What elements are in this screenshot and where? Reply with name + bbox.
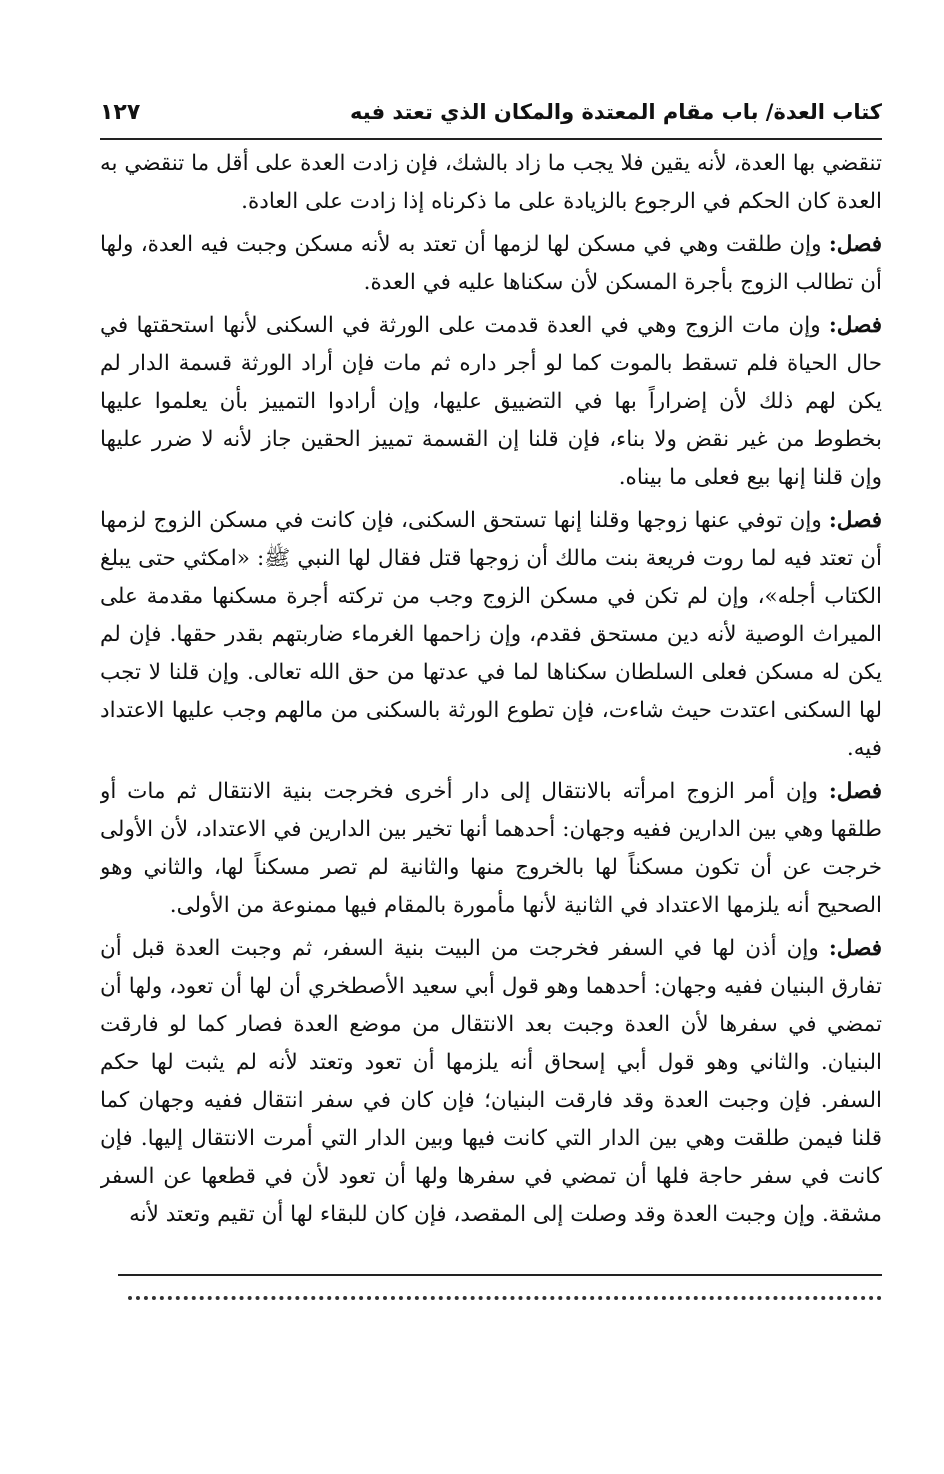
footnote-dotted-line — [128, 1296, 882, 1320]
section-label: فصل: — [828, 313, 882, 338]
footnote-divider — [118, 1274, 882, 1276]
paragraph-text: تنقضي بها العدة، لأنه يقين فلا يجب ما زاد بالشك، فإن زادت العدة على أقل ما تنقضي به العدة كان الحكم في الرجوع بالزيادة على ما ذكرناه إذا زادت على العادة. — [100, 151, 882, 214]
paragraph-text: وإن أمر الزوج امرأته بالانتقال إلى دار أخرى فخرجت بنية الانتقال ثم مات أو طلقها وهي بين الدارين ففيه وجهان: أحدهما أنها تخير بين الدارين في الاعتداد، لأن الأولى خرجت عن أن تكون مسكناً لها بالخروج منها والثانية لم تصر مسكناً لها، والثاني وهو الصحيح أنه يلزمها الاعتداد في الثانية لأنها مأمورة بالمقام فيها ممنوعة من الأولى. — [100, 779, 882, 918]
paragraph — [100, 930, 882, 1234]
paragraph-text: وإن مات الزوج وهي في العدة قدمت على الورثة في السكنى لأنها استحقتها في حال الحياة فلم تسقط بالموت كما لو أجر داره ثم مات فإن أراد الورثة قسمة الدار لم يكن لهم ذلك لأن إضراراً بها في التضييق عليها، وإن أرادوا التمييز بأن يعلموا عليها بخطوط من غير نقض ولا بناء، فإن قلنا إن القسمة تمييز الحقين جاز لأنه لا ضرر عليها وإن قلنا إنها بيع فعلى ما بيناه. — [100, 313, 882, 490]
running-title: كتاب العدة/ باب مقام المعتدة والمكان الذي تعتد فيه — [350, 100, 882, 124]
main-text — [100, 145, 882, 1260]
paragraph — [100, 307, 882, 497]
page-header — [100, 92, 882, 132]
section-label: فصل: — [828, 508, 882, 533]
header-divider — [100, 138, 882, 140]
paragraph — [100, 773, 882, 925]
paragraph-text: وإن أذن لها في السفر فخرجت من البيت بنية السفر، ثم وجبت العدة قبل أن تفارق البنيان ففيه وجهان: أحدهما وهو قول أبي سعيد الأصطخري أن لها أن تعود، ولها أن تمضي في سفرها لأن العدة وجبت بعد الانتقال من موضع العدة فصار كما لو فارقت البنيان. والثاني وهو قول أبي إسحاق أنه يلزمها أن تعود وتعتد لأنه لم يثبت لها حكم السفر. فإن وجبت العدة وقد فارقت البنيان؛ فإن كان في سفر انتقال ففيه وجهان كما قلنا فيمن طلقت وهي بين الدار التي كانت فيها وبين الدار التي أمرت الانتقال إليها. فإن كانت في سفر حاجة فلها أن تمضي في سفرها ولها أن تعود لأن في قطعها عن السفر مشقة. وإن وجبت العدة وقد وصلت إلى المقصد، فإن كان للبقاء لها أن تقيم وتعتد لأنه — [100, 936, 882, 1227]
section-label: فصل: — [828, 936, 882, 961]
section-label: فصل: — [828, 779, 882, 804]
paragraph-text: وإن توفي عنها زوجها وقلنا إنها تستحق السكنى، فإن كانت في مسكن الزوج لزمها أن تعتد فيه لما روت فريعة بنت مالك أن زوجها قتل فقال لها النبي ﷺ: «امكثي حتى يبلغ الكتاب أجله»، وإن لم تكن في مسكن الزوج وجب من تركته أجرة مسكنها مقدمة على الميراث الوصية لأنه دين مستحق فقدم، وإن زاحمها الغرماء ضاربتهم بقدر حقها. فإن لم يكن له مسكن فعلى السلطان سكناها لما في عدتها من حق الله تعالى. وإن قلنا لا تجب لها السكنى اعتدت حيث شاءت، فإن تطوع الورثة بالسكنى من مالهم وجب عليها الاعتداد فيه. — [100, 508, 882, 761]
section-label: فصل: — [828, 232, 882, 257]
paragraph — [100, 226, 882, 302]
paragraph — [100, 145, 882, 221]
paragraph-text: وإن طلقت وهي في مسكن لها لزمها أن تعتد به لأنه مسكن وجبت فيه العدة، ولها أن تطالب الزوج بأجرة المسكن لأن سكناها عليه في العدة. — [100, 232, 882, 295]
paragraph — [100, 502, 882, 768]
page-number: ١٢٧ — [100, 99, 141, 125]
